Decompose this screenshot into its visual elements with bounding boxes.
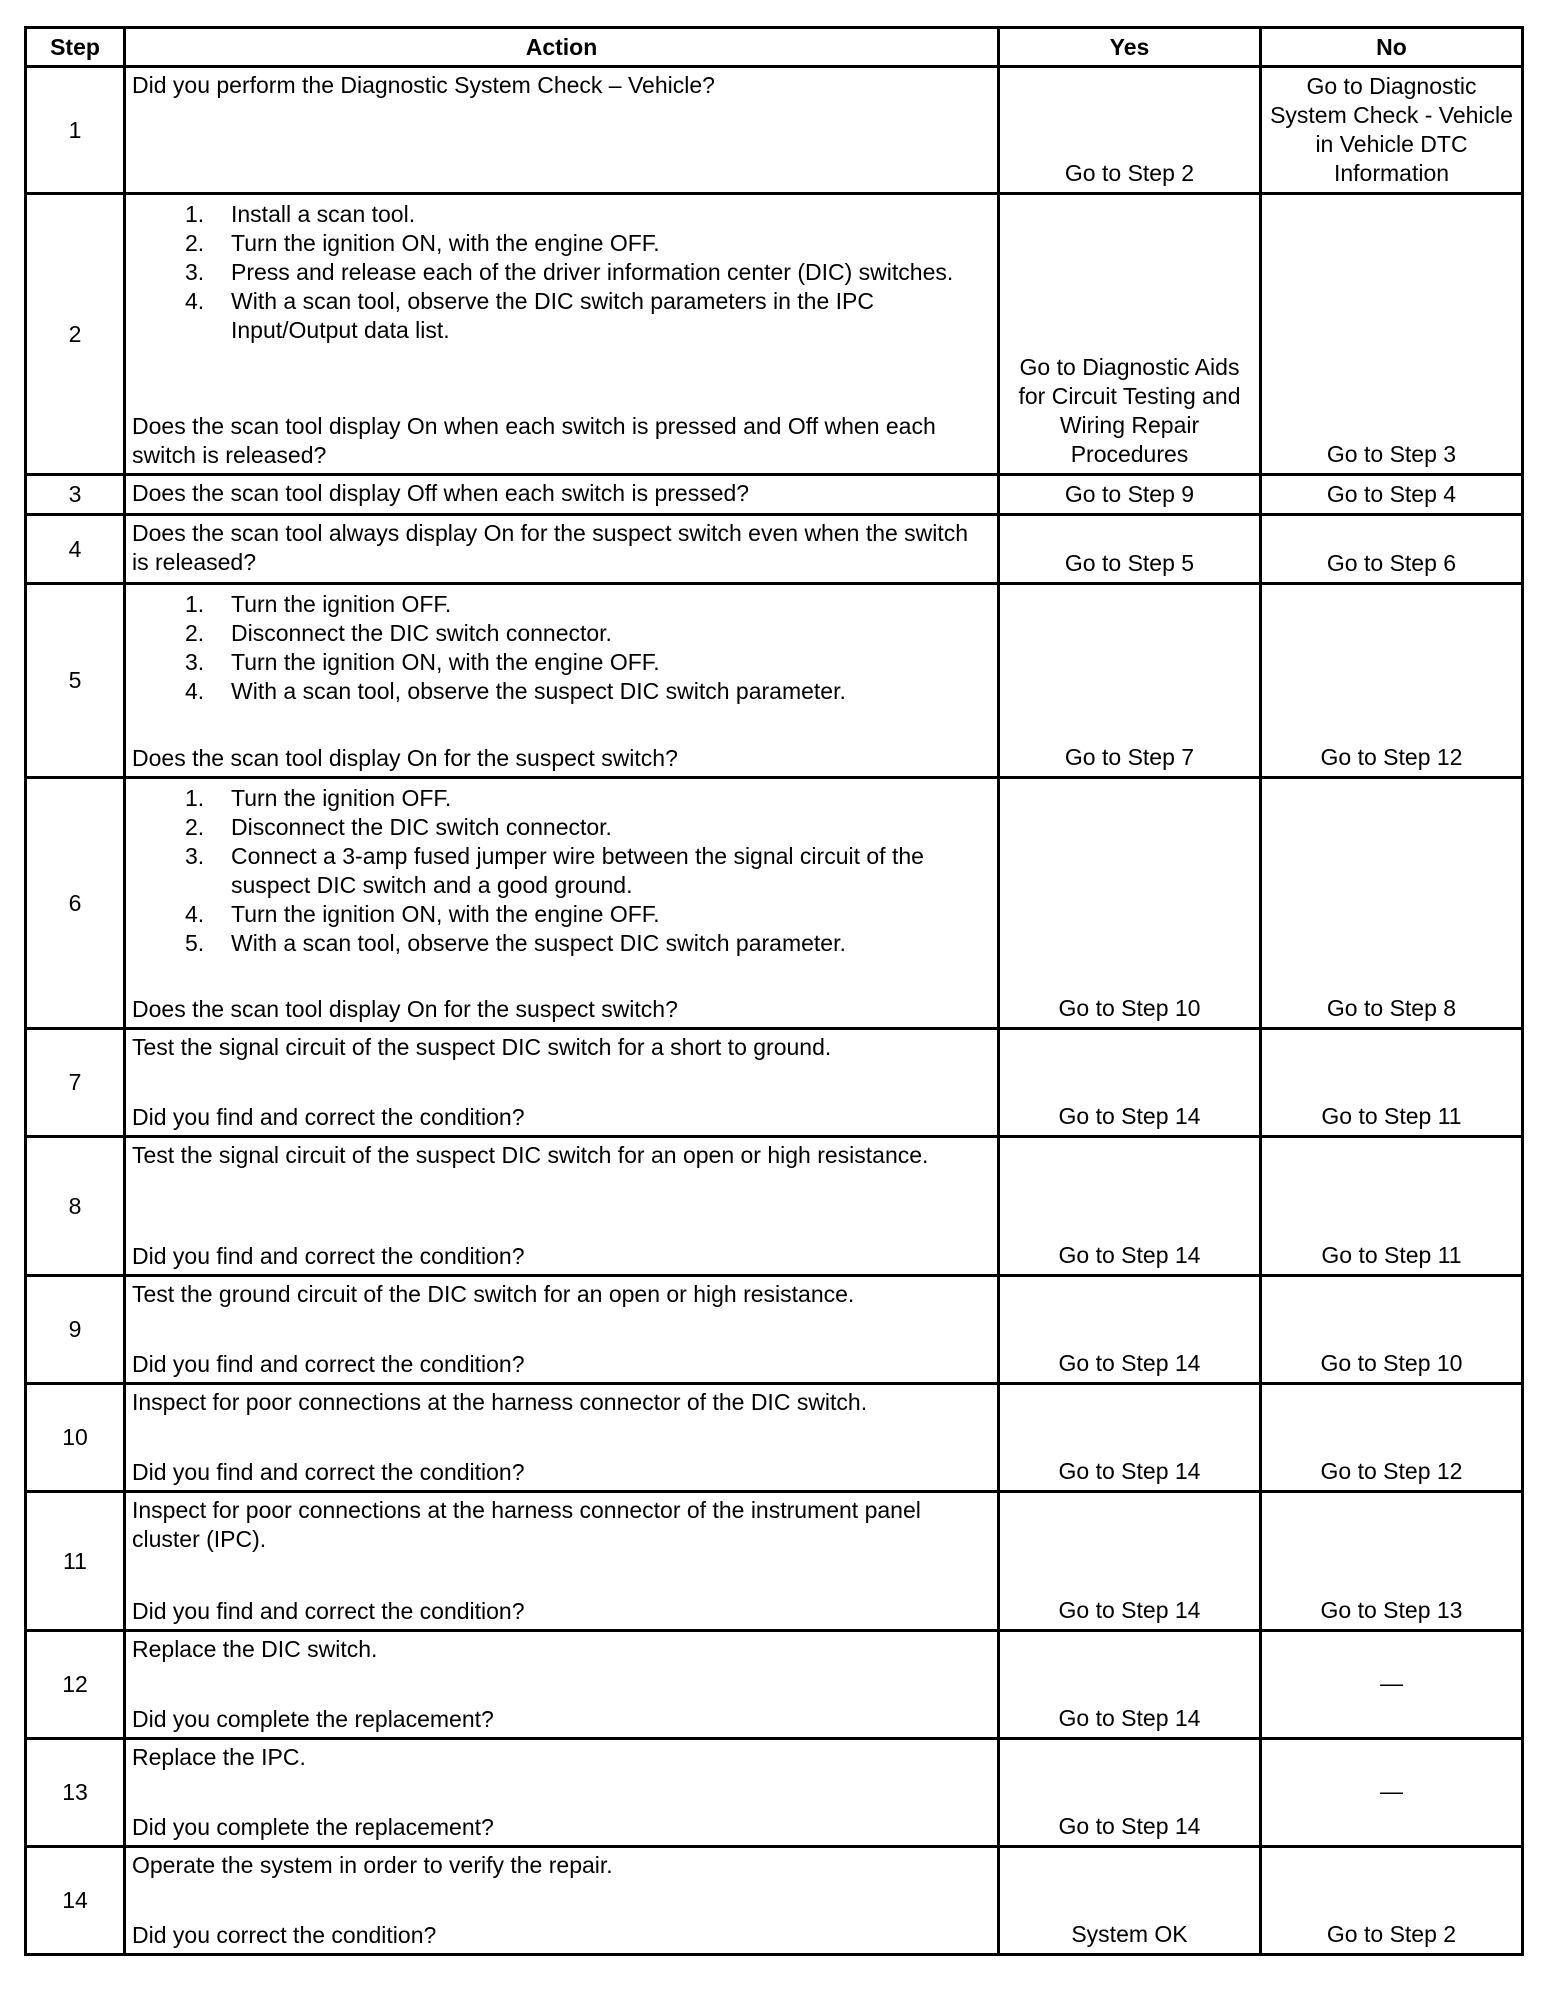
- no-result: Go to Step 13: [1261, 1492, 1523, 1631]
- table-row: [26, 1276, 1523, 1384]
- action-text: Inspect for poor connections at the harness connector of the DIC switch.: [132, 1389, 868, 1415]
- table-row: [26, 1492, 1523, 1631]
- action-content: [132, 1851, 991, 1950]
- list-item-number: 2.: [185, 814, 205, 840]
- list-item-text: Disconnect the DIC switch connector.: [231, 620, 612, 646]
- list-item: [185, 258, 991, 287]
- yes-result: Go to Step 14: [999, 1631, 1261, 1739]
- list-item-text: Turn the ignition ON, with the engine OFF.: [231, 901, 660, 927]
- list-item: [185, 900, 991, 929]
- header-step: Step: [26, 28, 125, 67]
- action-cell: [125, 1137, 999, 1276]
- table-row: [26, 778, 1523, 1029]
- no-result: Go to Step 12: [1261, 584, 1523, 778]
- table-row: [26, 1384, 1523, 1492]
- no-result: Go to Diagnostic System Check - Vehicle in Vehicle DTC Information: [1261, 67, 1523, 194]
- step-number: 7: [26, 1029, 125, 1137]
- action-question: Did you complete the replacement?: [132, 1814, 494, 1840]
- step-number: 3: [26, 475, 125, 515]
- action-text: Replace the DIC switch.: [132, 1636, 378, 1662]
- action-text: Did you perform the Diagnostic System Check – Vehicle?: [132, 72, 715, 98]
- action-cell: [125, 1276, 999, 1384]
- step-number: 4: [26, 515, 125, 584]
- action-question: Did you find and correct the condition?: [132, 1104, 525, 1130]
- no-result: —: [1261, 1739, 1523, 1847]
- step-number: 2: [26, 194, 125, 475]
- action-text: Test the ground circuit of the DIC switch for an open or high resistance.: [132, 1281, 855, 1307]
- step-number: 8: [26, 1137, 125, 1276]
- action-text: Operate the system in order to verify the repair.: [132, 1852, 613, 1878]
- list-item-text: With a scan tool, observe the suspect DIC switch parameter.: [231, 678, 846, 704]
- list-item-text: Press and release each of the driver information center (DIC) switches.: [231, 259, 954, 285]
- list-item: [185, 200, 991, 229]
- table-row: [26, 194, 1523, 475]
- action-content: [132, 1388, 991, 1487]
- list-item-text: With a scan tool, observe the DIC switch parameters in the IPC Input/Output data list.: [231, 288, 874, 343]
- list-item: [185, 287, 991, 345]
- list-item: [185, 229, 991, 258]
- list-item: [185, 842, 991, 900]
- action-text: Test the signal circuit of the suspect DIC switch for an open or high resistance.: [132, 1142, 929, 1168]
- list-item-number: 1.: [185, 591, 205, 617]
- step-number: 11: [26, 1492, 125, 1631]
- action-cell: [125, 778, 999, 1029]
- action-content: [132, 519, 991, 579]
- action-cell: [125, 1029, 999, 1137]
- no-result: Go to Step 10: [1261, 1276, 1523, 1384]
- step-number: 10: [26, 1384, 125, 1492]
- table-body: [26, 67, 1523, 1955]
- procedure-list: [132, 784, 991, 958]
- list-item-text: Turn the ignition ON, with the engine OFF.: [231, 230, 660, 256]
- no-result: Go to Step 11: [1261, 1137, 1523, 1276]
- list-item-text: Connect a 3-amp fused jumper wire between the signal circuit of the suspect DIC switch and a good ground.: [231, 843, 924, 898]
- list-item-text: With a scan tool, observe the suspect DIC switch parameter.: [231, 930, 846, 956]
- table-row: [26, 1739, 1523, 1847]
- action-question: Did you find and correct the condition?: [132, 1351, 525, 1377]
- action-content: [132, 1743, 991, 1842]
- step-number: 6: [26, 778, 125, 1029]
- action-question: Did you correct the condition?: [132, 1922, 437, 1948]
- list-item: [185, 784, 991, 813]
- procedure-list: [132, 590, 991, 706]
- action-content: [132, 1141, 991, 1271]
- action-content: [132, 1033, 991, 1132]
- action-question: Did you find and correct the condition?: [132, 1459, 525, 1485]
- no-result: —: [1261, 1631, 1523, 1739]
- action-content: [132, 1496, 991, 1626]
- procedure-list: [132, 200, 991, 345]
- action-content: [132, 1635, 991, 1734]
- yes-result: Go to Step 14: [999, 1739, 1261, 1847]
- list-item: [185, 648, 991, 677]
- step-number: 13: [26, 1739, 125, 1847]
- no-result: Go to Step 4: [1261, 475, 1523, 515]
- list-item-number: 1.: [185, 785, 205, 811]
- step-number: 9: [26, 1276, 125, 1384]
- yes-result: Go to Step 9: [999, 475, 1261, 515]
- table-row: [26, 1847, 1523, 1955]
- table-row: [26, 1631, 1523, 1739]
- no-result: Go to Step 8: [1261, 778, 1523, 1029]
- action-question: Did you complete the replacement?: [132, 1706, 494, 1732]
- list-item-text: Disconnect the DIC switch connector.: [231, 814, 612, 840]
- list-item-text: Install a scan tool.: [231, 201, 416, 227]
- header-no: No: [1261, 28, 1523, 67]
- action-cell: [125, 194, 999, 475]
- diagnostic-table: [24, 26, 1524, 1956]
- action-content: [132, 71, 991, 189]
- list-item-number: 2.: [185, 230, 205, 256]
- table-row: [26, 584, 1523, 778]
- list-item-number: 3.: [185, 649, 205, 675]
- action-cell: [125, 515, 999, 584]
- action-text: Inspect for poor connections at the harness connector of the instrument panel cluster (IPC).: [132, 1497, 921, 1552]
- action-content: [132, 1280, 991, 1379]
- step-number: 1: [26, 67, 125, 194]
- action-cell: [125, 67, 999, 194]
- yes-result: Go to Step 5: [999, 515, 1261, 584]
- yes-result: Go to Step 7: [999, 584, 1261, 778]
- table-row: [26, 67, 1523, 194]
- yes-result: Go to Step 14: [999, 1384, 1261, 1492]
- action-question: Does the scan tool display On when each switch is pressed and Off when each switch is released?: [132, 413, 936, 468]
- list-item-number: 4.: [185, 678, 205, 704]
- list-item: [185, 619, 991, 648]
- step-number: 5: [26, 584, 125, 778]
- table-row: [26, 1029, 1523, 1137]
- action-cell: [125, 475, 999, 515]
- action-text: Test the signal circuit of the suspect DIC switch for a short to ground.: [132, 1034, 832, 1060]
- action-content: [132, 782, 991, 1024]
- yes-result: Go to Step 14: [999, 1492, 1261, 1631]
- action-text: Does the scan tool always display On for the suspect switch even when the switch is released?: [132, 520, 969, 575]
- no-result: Go to Step 6: [1261, 515, 1523, 584]
- action-cell: [125, 1384, 999, 1492]
- action-question: Does the scan tool display On for the suspect switch?: [132, 996, 678, 1022]
- step-number: 14: [26, 1847, 125, 1955]
- action-cell: [125, 584, 999, 778]
- action-cell: [125, 1847, 999, 1955]
- action-text: Does the scan tool display Off when each switch is pressed?: [132, 480, 750, 506]
- no-result: Go to Step 3: [1261, 194, 1523, 475]
- action-cell: [125, 1631, 999, 1739]
- table-row: [26, 1137, 1523, 1276]
- list-item-number: 3.: [185, 259, 205, 285]
- list-item: [185, 929, 991, 958]
- list-item-number: 2.: [185, 620, 205, 646]
- action-content: [132, 198, 991, 470]
- list-item-text: Turn the ignition OFF.: [231, 591, 452, 617]
- header-action: Action: [125, 28, 999, 67]
- yes-result: Go to Step 10: [999, 778, 1261, 1029]
- list-item-number: 4.: [185, 288, 205, 314]
- action-question: Did you find and correct the condition?: [132, 1243, 525, 1269]
- list-item-text: Turn the ignition OFF.: [231, 785, 452, 811]
- no-result: Go to Step 2: [1261, 1847, 1523, 1955]
- list-item: [185, 677, 991, 706]
- yes-result: Go to Step 2: [999, 67, 1261, 194]
- no-result: Go to Step 12: [1261, 1384, 1523, 1492]
- action-cell: [125, 1492, 999, 1631]
- action-cell: [125, 1739, 999, 1847]
- list-item-number: 5.: [185, 930, 205, 956]
- yes-result: Go to Step 14: [999, 1276, 1261, 1384]
- table-row: [26, 515, 1523, 584]
- no-result: Go to Step 11: [1261, 1029, 1523, 1137]
- yes-result: Go to Step 14: [999, 1137, 1261, 1276]
- list-item-number: 3.: [185, 843, 205, 869]
- yes-result: Go to Diagnostic Aids for Circuit Testing and Wiring Repair Procedures: [999, 194, 1261, 475]
- list-item-text: Turn the ignition ON, with the engine OFF.: [231, 649, 660, 675]
- action-text: Replace the IPC.: [132, 1744, 306, 1770]
- table-row: [26, 475, 1523, 515]
- action-content: [132, 588, 991, 773]
- header-yes: Yes: [999, 28, 1261, 67]
- list-item: [185, 590, 991, 619]
- action-content: [132, 479, 991, 510]
- list-item-number: 4.: [185, 901, 205, 927]
- header-row: [26, 28, 1523, 67]
- action-question: Did you find and correct the condition?: [132, 1598, 525, 1624]
- yes-result: System OK: [999, 1847, 1261, 1955]
- action-question: Does the scan tool display On for the suspect switch?: [132, 745, 678, 771]
- yes-result: Go to Step 14: [999, 1029, 1261, 1137]
- list-item: [185, 813, 991, 842]
- list-item-number: 1.: [185, 201, 205, 227]
- step-number: 12: [26, 1631, 125, 1739]
